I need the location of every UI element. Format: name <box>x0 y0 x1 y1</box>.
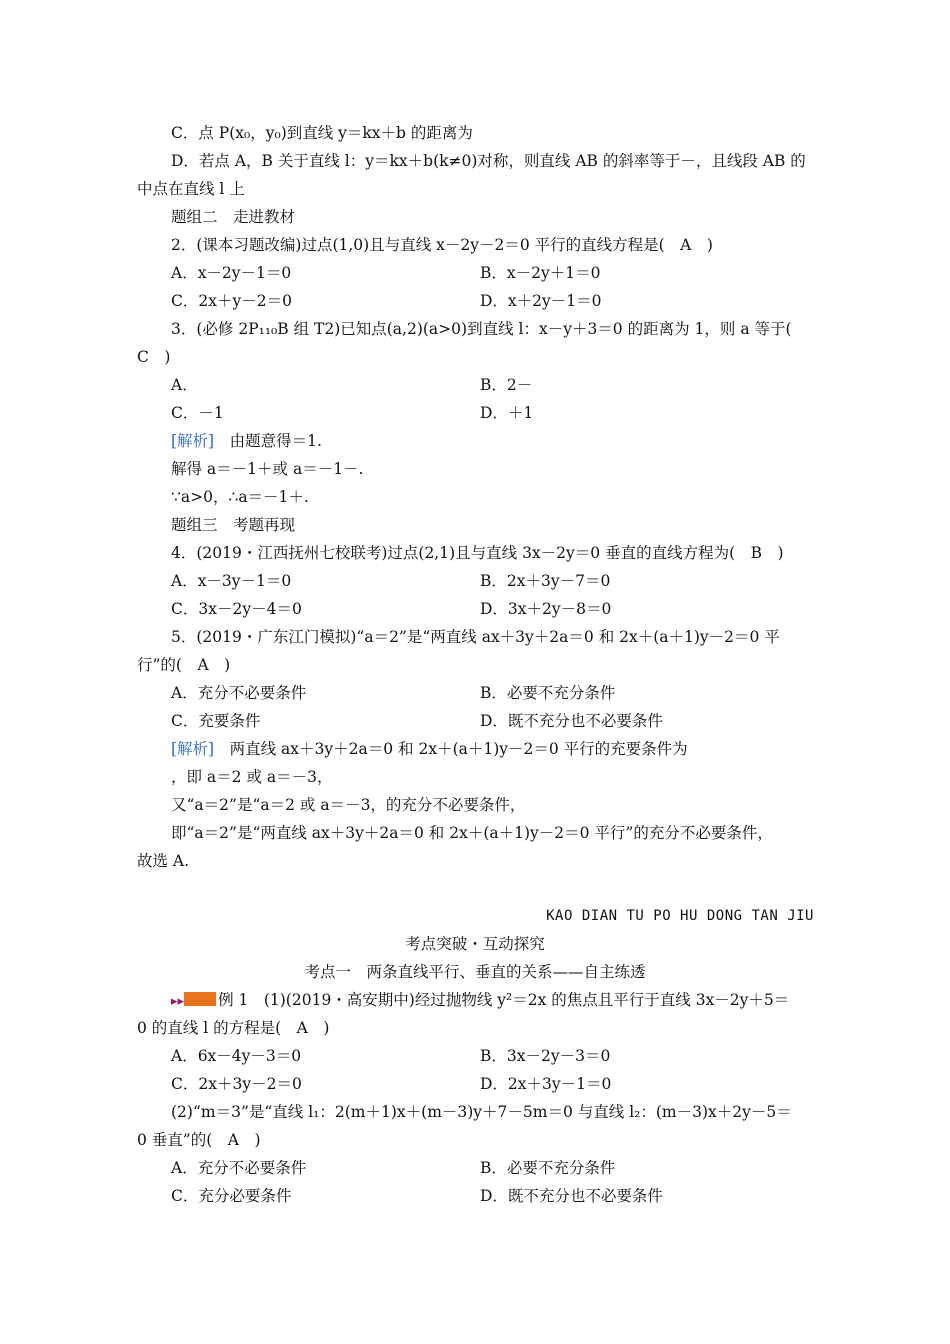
example-1-line2: 0 的直线 l 的方程是( A ) <box>137 1019 330 1037</box>
ex1a-option-b: B．3x－2y－3＝0 <box>480 1047 611 1065</box>
double-arrow-icon: ▸▸ <box>171 994 185 1009</box>
analysis-q5-line3: 又“a＝2”是“a＝2 或 a＝－3，的充分不必要条件， <box>171 796 526 814</box>
q5-option-a: A．充分不必要条件 <box>171 684 307 702</box>
q2-option-c: C．2x＋y－2＝0 <box>171 292 292 310</box>
question-4: 4．(2019・江西抚州七校联考)过点(2,1)且与直线 3x－2y＝0 垂直的直线方程为( B ) <box>171 544 784 562</box>
q4-option-c: C．3x－2y－4＝0 <box>171 600 302 618</box>
q5-option-d: D．既不充分也不必要条件 <box>480 712 663 730</box>
q2-option-a: A．x－2y－1＝0 <box>171 264 292 282</box>
section-title: 考点突破・互动探究 <box>405 935 545 953</box>
q5-option-c: C．充要条件 <box>171 712 261 730</box>
q3-option-b: B．2－ <box>480 376 533 394</box>
analysis-text: 两直线 ax＋3y＋2a＝0 和 2x＋(a＋1)y－2＝0 平行的充要条件为 <box>229 740 688 758</box>
section-heading-2: 题组二 走进教材 <box>171 208 296 226</box>
example-tag-icon <box>184 992 216 1006</box>
q2-option-d: D．x＋2y－1＝0 <box>480 292 602 310</box>
analysis-q5-line4: 即“a＝2”是“两直线 ax＋3y＋2a＝0 和 2x＋(a＋1)y－2＝0 平行”的充分不必要条件， <box>171 824 773 842</box>
question-3: 3．(必修 2P₁₁₀B 组 T2)已知点(a,2)(a>0)到直线 l：x－y＋3＝0 的距离为 1，则 a 等于( <box>171 320 792 338</box>
analysis-q5-line1 <box>171 739 688 759</box>
analysis-label: [解析] <box>171 432 215 450</box>
ex1a-option-a: A．6x－4y－3＝0 <box>171 1047 302 1065</box>
example-1-part2: (2)“m＝3”是“直线 l₁：2(m＋1)x＋(m－3)y＋7－5m＝0 与直线 l₂：(m－3)x＋2y－5＝ <box>171 1103 792 1121</box>
q4-option-a: A．x－3y－1＝0 <box>171 572 292 590</box>
ex1b-option-a: A．充分不必要条件 <box>171 1159 307 1177</box>
example-1-line1 <box>171 990 789 1012</box>
analysis-q3-line2: 解得 a＝－1＋或 a＝－1－. <box>171 460 364 478</box>
q2-option-b: B．x－2y＋1＝0 <box>480 264 601 282</box>
analysis-text: 由题意得＝1. <box>229 432 322 450</box>
option-d-symmetry: D．若点 A，B 关于直线 l：y＝kx＋b(k≠0)对称，则直线 AB 的斜率等于－，且线段 AB 的 <box>171 152 806 170</box>
ex1b-option-d: D．既不充分也不必要条件 <box>480 1187 663 1205</box>
analysis-q5-line2: ，即 a＝2 或 a＝－3， <box>171 768 333 786</box>
analysis-q3-line1 <box>171 431 322 451</box>
option-c-distance: C．点 P(x₀，y₀)到直线 y＝kx＋b 的距离为 <box>171 124 473 142</box>
q3-option-d: D．＋1 <box>480 404 534 422</box>
question-5: 5．(2019・广东江门模拟)“a＝2”是“两直线 ax＋3y＋2a＝0 和 2x＋(a＋1)y－2＝0 平 <box>171 628 780 646</box>
question-3-answer: C ) <box>137 348 171 366</box>
analysis-q5-line5: 故选 A. <box>137 852 190 870</box>
ex1a-option-d: D．2x＋3y－1＝0 <box>480 1075 612 1093</box>
q4-option-d: D．3x＋2y－8＝0 <box>480 600 612 618</box>
option-d-continued: 中点在直线 l 上 <box>137 180 245 198</box>
section-heading-3: 题组三 考题再现 <box>171 516 296 534</box>
ex1a-option-c: C．2x＋3y－2＝0 <box>171 1075 302 1093</box>
ex1b-option-b: B．必要不充分条件 <box>480 1159 616 1177</box>
topic-title: 考点一 两条直线平行、垂直的关系——自主练透 <box>304 963 646 981</box>
section-pinyin: KAO DIAN TU PO HU DONG TAN JIU <box>546 908 814 924</box>
ex1b-option-c: C．充分必要条件 <box>171 1187 292 1205</box>
q4-option-b: B．2x＋3y－7＝0 <box>480 572 611 590</box>
question-5-continued: 行”的( A ) <box>137 656 231 674</box>
example-1-part2-continued: 0 垂直”的( A ) <box>137 1131 261 1149</box>
q3-option-a: A． <box>171 376 198 394</box>
example-1-text: 例 1 (1)(2019・高安期中)经过抛物线 y²＝2x 的焦点且平行于直线 3x－2y＋5＝ <box>218 991 790 1009</box>
q3-option-c: C．－1 <box>171 404 224 422</box>
q5-option-b: B．必要不充分条件 <box>480 684 616 702</box>
analysis-q3-line3: ∵a>0，∴a＝－1＋. <box>171 488 309 506</box>
analysis-label: [解析] <box>171 740 215 758</box>
question-2: 2．(课本习题改编)过点(1,0)且与直线 x－2y－2＝0 平行的直线方程是( A ) <box>171 236 713 254</box>
